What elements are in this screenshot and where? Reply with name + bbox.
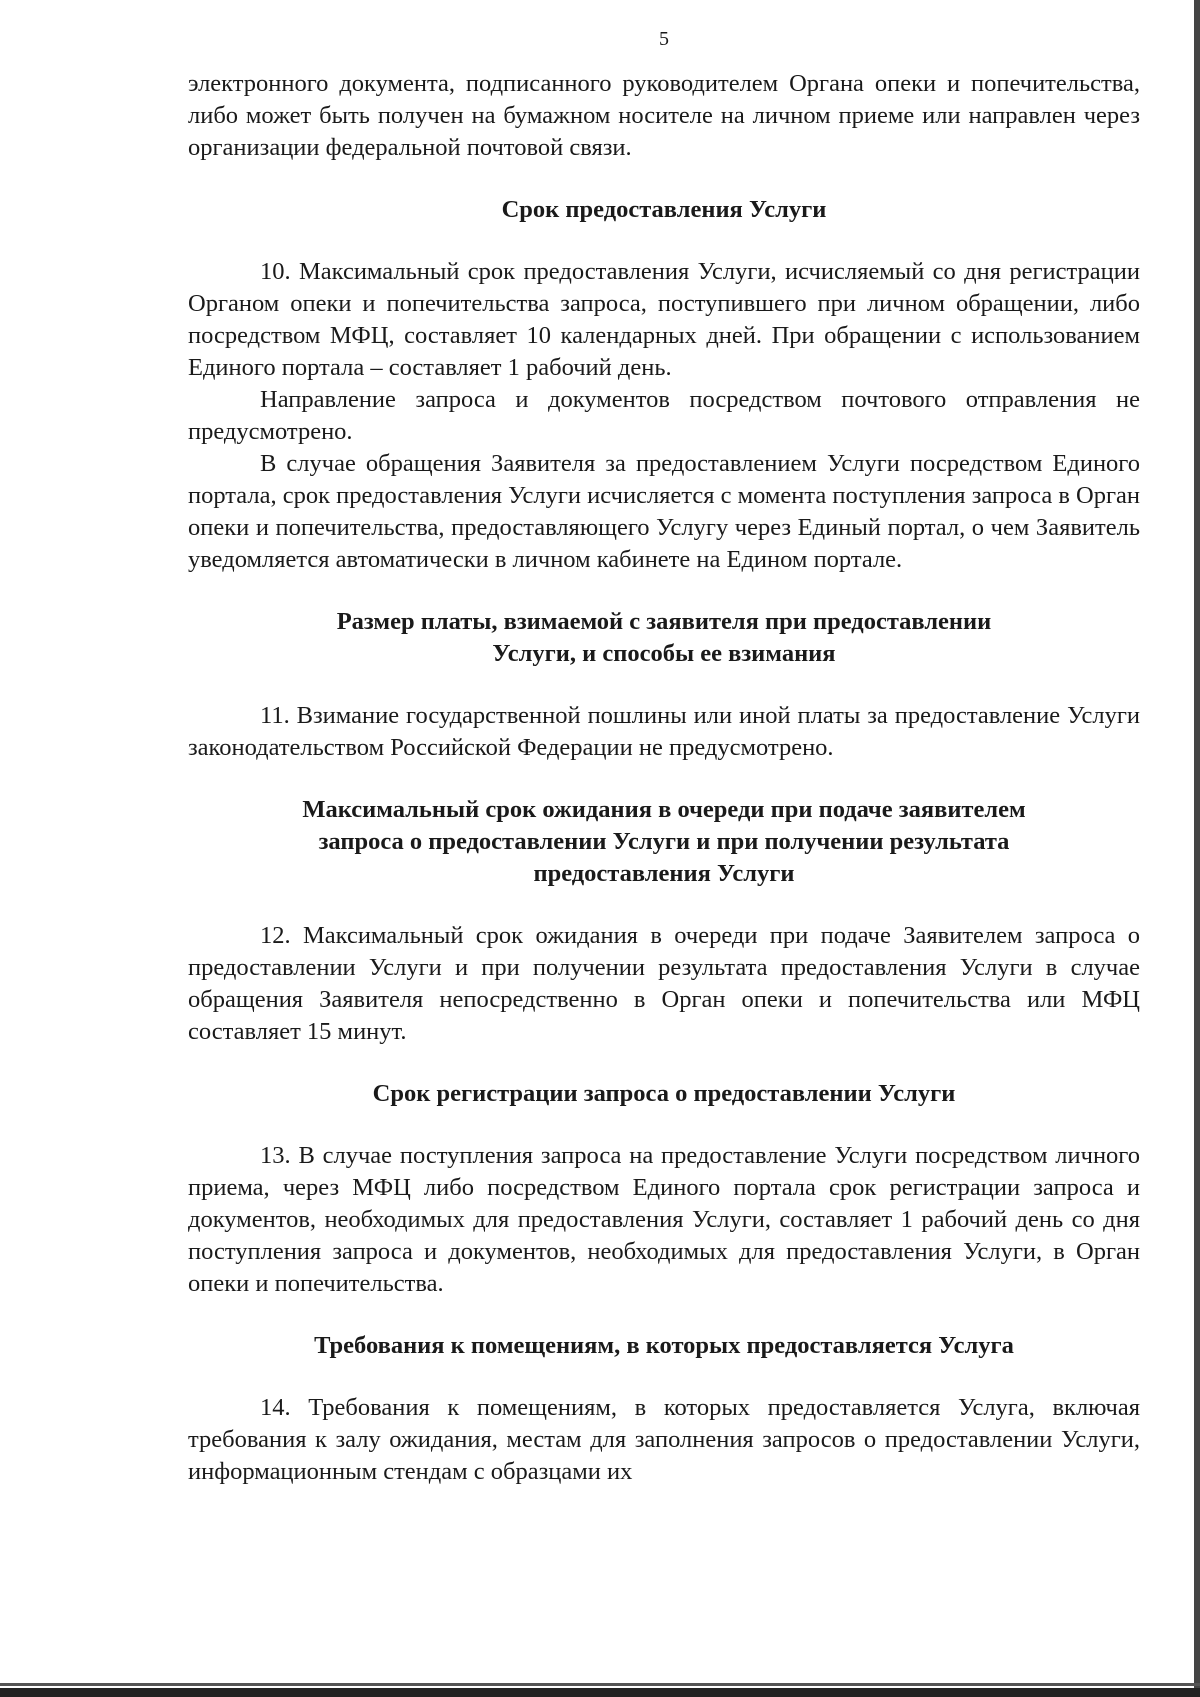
paragraph-portal: В случае обращения Заявителя за предоставлением Услуги посредством Единого портала, срок предоставления Услуги исчисляется с момента поступления запроса в Орган опеки и попечительства, предоставляющего Услугу через Единый портал, о чем Заявитель уведомляется автоматически в личном кабинете на Едином портале. — [188, 450, 1140, 573]
paragraph-12: 12. Максимальный срок ожидания в очереди при подаче Заявителем запроса о предоставлении Услуги и при получении результата предоставления Услуги в случае обращения Заявителя непосредственно в Орган опеки и попечительства или МФЦ составляет 15 минут. — [188, 922, 1140, 1045]
heading-service-term: Срок предоставления Услуги — [501, 196, 827, 223]
scan-edge-bottom-line — [0, 1683, 1200, 1686]
scan-edge-bottom — [0, 1688, 1200, 1697]
paragraph-10: 10. Максимальный срок предоставления Услуги, исчисляемый со дня регистрации Органом опеки и попечительства запроса, поступившего при личном обращении, либо посредством МФЦ, составляет 10 календарных дней. При обращении с использованием Единого портала – составляет 1 рабочий день. — [188, 258, 1140, 381]
paragraph-13: 13. В случае поступления запроса на предоставление Услуги посредством личного приема, через МФЦ либо посредством Единого портала срок регистрации запроса и документов, необходимых для предоставления Услуги, составляет 1 рабочий день со дня поступления запроса и документов, необходимых для предоставления Услуги, в Орган опеки и попечительства. — [188, 1142, 1140, 1297]
heading-fee-line1: Размер платы, взимаемой с заявителя при предоставлении — [336, 608, 992, 635]
paragraph-11: 11. Взимание государственной пошлины или иной платы за предоставление Услуги законодательством Российской Федерации не предусмотрено. — [188, 702, 1140, 761]
document-page — [188, 24, 1140, 1488]
heading-queue — [188, 794, 1140, 890]
heading-fee — [188, 606, 1140, 670]
paragraph-postal: Направление запроса и документов посредством почтового отправления не предусмотрено. — [188, 386, 1140, 445]
page-number: 5 — [659, 28, 669, 50]
heading-queue-line1: Максимальный срок ожидания в очереди при подаче заявителем — [302, 796, 1026, 823]
heading-queue-line3: предоставления Услуги — [533, 860, 795, 887]
heading-premises: Требования к помещениям, в которых предоставляется Услуга — [314, 1332, 1014, 1359]
scan-edge-right — [1194, 0, 1200, 1697]
paragraph-14: 14. Требования к помещениям, в которых предоставляется Услуга, включая требования к залу ожидания, местам для заполнения запросов о предоставлении Услуги, информационным стендам с образцами их — [188, 1394, 1140, 1485]
intro-paragraph: электронного документа, подписанного руководителем Органа опеки и попечительства, либо может быть получен на бумажном носителе на личном приеме или направлен через организации федеральной почтовой связи. — [188, 70, 1140, 161]
heading-queue-line2: запроса о предоставлении Услуги и при получении результата — [318, 828, 1010, 855]
heading-fee-line2: Услуги, и способы ее взимания — [492, 640, 836, 667]
heading-registration: Срок регистрации запроса о предоставлении Услуги — [372, 1080, 956, 1107]
